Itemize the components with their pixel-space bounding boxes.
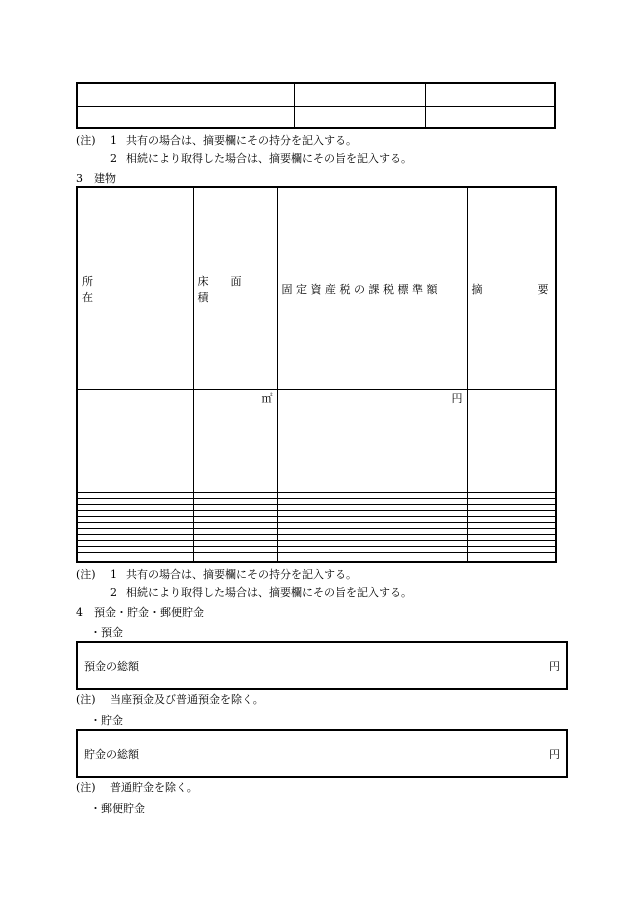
building-cell[interactable] [467, 390, 556, 493]
land-cell[interactable] [77, 106, 295, 128]
unit-area: ㎡ [261, 392, 273, 406]
note-text: 相続により取得した場合は、摘要欄にその旨を記入する。 [126, 586, 412, 599]
land-cell[interactable] [77, 83, 295, 106]
section-title: 建物 [94, 172, 116, 185]
building-cell[interactable] [193, 390, 277, 493]
note-number: 2 [110, 586, 117, 599]
yokin-total-label: 預金の総額 [84, 659, 139, 673]
yokin-note [76, 693, 264, 707]
note-text: 普通貯金を除く。 [110, 781, 198, 794]
yen-unit: 円 [549, 659, 560, 673]
column-header-tax-base: 固 定 資 産 税 の 課 税 標 準 額 [277, 187, 467, 390]
building-table [76, 186, 557, 563]
column-header-location: 所 在 [77, 187, 193, 390]
chokin-total-label: 貯金の総額 [84, 747, 139, 761]
land-cell[interactable] [426, 106, 556, 128]
note-label: (注) [76, 693, 96, 706]
bullet-chokin: ・貯金 [90, 714, 123, 727]
table-row [77, 553, 556, 562]
note-text: 共有の場合は、摘要欄にその持分を記入する。 [126, 568, 357, 581]
note-label: (注) [76, 568, 96, 581]
table-row [77, 390, 556, 493]
bullet-yokin: ・預金 [90, 626, 123, 639]
building-note-2 [76, 586, 412, 600]
column-header-remarks: 摘 要 [467, 187, 556, 390]
building-cell[interactable] [277, 553, 467, 562]
land-cell[interactable] [295, 83, 426, 106]
yokin-total-box[interactable] [76, 641, 568, 690]
building-cell[interactable] [193, 553, 277, 562]
land-table [76, 82, 556, 129]
building-cell[interactable] [77, 553, 193, 562]
section-number: 3 [76, 172, 83, 185]
yen-unit: 円 [549, 747, 560, 761]
note-label: (注) [76, 781, 96, 794]
bullet-yubin: ・郵便貯金 [90, 802, 145, 815]
section-number: 4 [76, 606, 83, 619]
note-label: (注) [76, 134, 96, 147]
column-header-floor-area: 床 面 積 [193, 187, 277, 390]
section-heading-building [76, 170, 116, 186]
unit-yen: 円 [451, 392, 463, 406]
chokin-total-box[interactable] [76, 729, 568, 778]
note-text: 相続により取得した場合は、摘要欄にその旨を記入する。 [126, 152, 412, 165]
building-cell[interactable] [277, 390, 467, 493]
building-note-1 [76, 568, 357, 582]
note-number: 1 [110, 568, 117, 581]
land-note-2 [76, 152, 412, 166]
note-number: 1 [110, 134, 117, 147]
note-number: 2 [110, 152, 117, 165]
land-note-1 [76, 134, 357, 148]
note-text: 共有の場合は、摘要欄にその持分を記入する。 [126, 134, 357, 147]
land-cell[interactable] [295, 106, 426, 128]
chokin-note [76, 781, 198, 795]
section-title: 預金・貯金・郵便貯金 [94, 606, 204, 619]
section-heading-deposits [76, 604, 204, 620]
land-cell[interactable] [426, 83, 556, 106]
building-cell[interactable] [77, 390, 193, 493]
note-text: 当座預金及び普通預金を除く。 [110, 693, 264, 706]
building-cell[interactable] [467, 553, 556, 562]
